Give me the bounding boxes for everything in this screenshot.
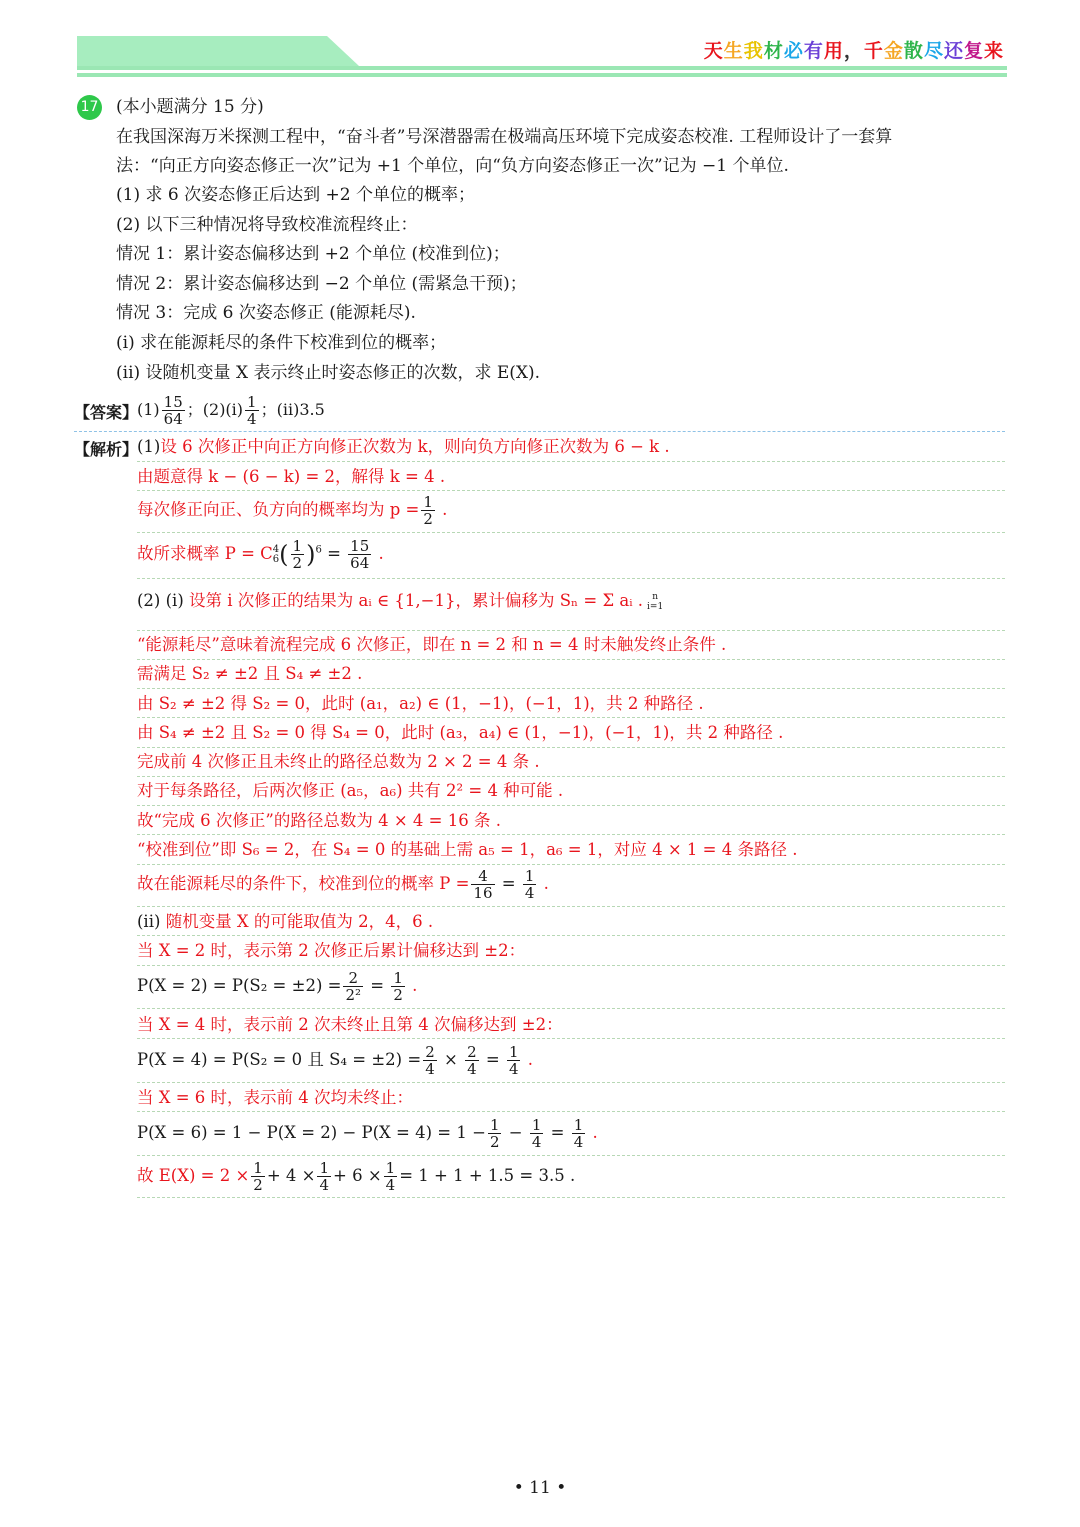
exponent: 6 bbox=[315, 544, 322, 556]
part-label: (ii) bbox=[137, 912, 161, 931]
question-line: 法：“向正方向姿态修正一次”记为 +1 个单位，向“负方向姿态修正一次”记为 −1 个单位. bbox=[116, 156, 789, 176]
solution-line: 由 S₂ ≠ ±2 得 S₂ = 0，此时 (a₁，a₂) ∈ (1，−1)，(−1，1)，共 2 种路径 . bbox=[137, 694, 704, 713]
question-line: (ii) 设随机变量 X 表示终止时姿态修正的次数，求 E(X). bbox=[116, 363, 541, 383]
solution-line: P(X = 4) = P(S₂ = 0 且 S₄ = ±2) = $\frac{2}{4}$ × $\frac{2}{4}$ = $\frac{1}{4}$ . bbox=[137, 1043, 533, 1078]
solution-text: 随机变量 X 的可能取值为 2，4，6 . bbox=[165, 912, 434, 931]
divider bbox=[137, 965, 1005, 966]
fraction bbox=[421, 494, 435, 527]
answer-separator: ；(ii)3.5 bbox=[260, 400, 325, 419]
fraction bbox=[291, 538, 305, 571]
motto-char: ， bbox=[843, 40, 864, 62]
divider bbox=[137, 688, 1005, 689]
header-rule-bottom bbox=[77, 73, 1007, 77]
divider bbox=[137, 864, 1005, 865]
answer-part1-fraction bbox=[162, 394, 185, 427]
divider bbox=[137, 1038, 1005, 1039]
fraction bbox=[465, 1044, 479, 1077]
solution-line bbox=[137, 1160, 575, 1193]
fraction bbox=[572, 1117, 586, 1150]
divider bbox=[137, 578, 1005, 579]
divider bbox=[137, 461, 1005, 462]
solution-line: 由 S₄ ≠ ±2 且 S₂ = 0 得 S₄ = 0，此时 (a₃，a₄) ∈ (1，−1)，(−1，1)，共 2 种路径 . bbox=[137, 723, 784, 742]
solution-text: 每次修正向正、负方向的概率均为 p = bbox=[137, 500, 420, 519]
denominator: 4 bbox=[524, 884, 535, 902]
header-rule-top bbox=[77, 66, 1007, 70]
numerator: 2 bbox=[467, 1043, 477, 1061]
denominator: 64 bbox=[350, 554, 370, 572]
fraction bbox=[423, 1044, 437, 1077]
header-motto bbox=[704, 36, 1004, 63]
fraction bbox=[530, 1117, 544, 1150]
numerator: 1 bbox=[489, 1116, 500, 1134]
solution-line bbox=[137, 590, 663, 612]
solution-text: P(X = 6) = 1 − P(X = 2) − P(X = 4) = 1 − bbox=[137, 1123, 486, 1142]
solution-label: 【解析】 bbox=[74, 440, 139, 459]
divider bbox=[137, 1082, 1005, 1083]
solution-line: P(X = 6) = 1 − P(X = 2) − P(X = 4) = 1 − $\frac{1}{2}$ − $\frac{1}{4}$ = $\frac{1}{4}$ . bbox=[137, 1116, 598, 1151]
header-rule bbox=[77, 66, 1007, 80]
motto-char: 生 bbox=[723, 40, 744, 62]
numerator: 1 bbox=[573, 1116, 584, 1134]
question-line: 情况 3：完成 6 次姿态修正 (能源耗尽). bbox=[116, 303, 416, 323]
answer-content bbox=[137, 394, 325, 427]
divider bbox=[137, 1155, 1005, 1156]
fraction bbox=[391, 970, 405, 1003]
denominator: 4 bbox=[385, 1176, 396, 1194]
solution-text: P(X = 2) = P(S₂ = ±2) = bbox=[137, 976, 342, 995]
sum-upper-limit: n bbox=[652, 591, 658, 602]
motto-char: 必 bbox=[783, 40, 804, 62]
solution-text: = 1 + 1 + 1.5 = 3.5 . bbox=[399, 1166, 576, 1185]
fraction bbox=[523, 868, 537, 901]
numerator: 2 bbox=[343, 970, 363, 987]
numerator: 1 bbox=[524, 867, 535, 885]
superscript: 4 bbox=[272, 543, 280, 555]
question-number-badge: 17 bbox=[77, 95, 102, 120]
denominator: 2 bbox=[253, 1176, 263, 1194]
solution-line: 故在能源耗尽的条件下，校准到位的概率 P = $\frac{4}{16}$ = $\frac{1}{4}$ . bbox=[137, 867, 549, 902]
numerator: 1 bbox=[292, 537, 303, 555]
denominator: 64 bbox=[163, 410, 183, 428]
divider bbox=[137, 1008, 1005, 1009]
motto-char: 用 bbox=[823, 40, 844, 62]
denominator: 4 bbox=[425, 1060, 435, 1078]
fraction bbox=[507, 1044, 521, 1077]
solution-line: 当 X = 2 时，表示第 2 次修正后累计偏移达到 ±2： bbox=[137, 941, 526, 960]
solution-text: P(X = 4) = P(S₂ = 0 且 S₄ = ±2) = bbox=[137, 1050, 422, 1069]
answer-part1-label: (1) bbox=[137, 400, 160, 419]
fraction bbox=[488, 1117, 502, 1150]
fraction bbox=[471, 868, 494, 901]
denominator: 2 bbox=[489, 1133, 500, 1151]
fraction bbox=[384, 1160, 398, 1193]
solution-text: 故 E(X) = 2 × bbox=[137, 1166, 250, 1185]
solution-line: 每次修正向正、负方向的概率均为 p = $\frac{1}{2}$ . bbox=[137, 493, 448, 528]
answer-part2-fraction bbox=[245, 394, 259, 427]
motto-char: 材 bbox=[763, 40, 784, 62]
numerator: 1 bbox=[531, 1116, 542, 1134]
divider bbox=[137, 776, 1005, 777]
solution-line: 由题意得 k − (6 − k) = 2，解得 k = 4 . bbox=[137, 467, 446, 486]
motto-char: 来 bbox=[983, 40, 1004, 62]
solution-line bbox=[137, 436, 670, 458]
motto-char: 散 bbox=[903, 40, 924, 62]
denominator: 2 bbox=[393, 986, 403, 1004]
answer-label: 【答案】 bbox=[74, 403, 139, 422]
question-line: 在我国深海万米探测工程中，“奋斗者”号深潜器需在极端高压环境下完成姿态校准. 工程师设计了一套算 bbox=[116, 127, 893, 147]
solution-line: 当 X = 6 时，表示前 4 次均未终止： bbox=[137, 1088, 414, 1107]
question-score-note: (本小题满分 15 分) bbox=[116, 97, 264, 117]
divider bbox=[137, 834, 1005, 835]
question-line: 情况 2：累计姿态偏移达到 −2 个单位 (需紧急干预)； bbox=[116, 274, 527, 294]
divider bbox=[137, 906, 1005, 907]
divider bbox=[137, 659, 1005, 660]
divider bbox=[137, 935, 1005, 936]
divider bbox=[137, 717, 1005, 718]
fraction bbox=[348, 538, 371, 571]
numerator: 1 bbox=[508, 1043, 519, 1061]
question-line: (i) 求在能源耗尽的条件下校准到位的概率； bbox=[116, 333, 447, 353]
question-line: 情况 1：累计姿态偏移达到 +2 个单位 (校准到位)； bbox=[116, 244, 510, 264]
page-number: • 11 • bbox=[513, 1478, 567, 1498]
motto-char: 金 bbox=[883, 40, 904, 62]
fraction bbox=[317, 1160, 331, 1193]
denominator: 2 bbox=[292, 554, 303, 572]
solution-line: 对于每条路径，后两次修正 (a₅，a₆) 共有 2² = 4 种可能 . bbox=[137, 781, 564, 800]
denominator: 4 bbox=[319, 1176, 330, 1194]
part-label: (1) bbox=[137, 437, 161, 456]
motto-char: 还 bbox=[943, 40, 964, 62]
solution-line: “能源耗尽”意味着流程完成 6 次修正，即在 n = 2 和 n = 4 时未触发终止条件 . bbox=[137, 635, 727, 654]
denominator: 4 bbox=[247, 410, 257, 428]
divider bbox=[137, 630, 1005, 631]
divider bbox=[137, 1197, 1005, 1198]
divider bbox=[137, 490, 1005, 491]
divider bbox=[137, 805, 1005, 806]
numerator: 1 bbox=[319, 1159, 330, 1177]
divider bbox=[137, 747, 1005, 748]
solution-text: 设第 i 次修正的结果为 aᵢ ∈ {1,−1}，累计偏移为 Sₙ = Σ aᵢ . bbox=[189, 591, 644, 610]
fraction bbox=[251, 1160, 265, 1193]
solution-text: + 4 × bbox=[266, 1166, 316, 1185]
part-label: (2) (i) bbox=[137, 591, 184, 610]
question-line: (2) 以下三种情况将导致校准流程终止： bbox=[116, 215, 418, 235]
fraction bbox=[343, 970, 363, 1003]
numerator: 1 bbox=[423, 493, 433, 511]
numerator: 1 bbox=[253, 1159, 263, 1177]
motto-char: 千 bbox=[863, 40, 884, 62]
numerator: 1 bbox=[385, 1159, 396, 1177]
solution-text: 故所求概率 P = C bbox=[137, 544, 273, 563]
motto-char: 天 bbox=[703, 40, 724, 62]
solution-line: 故“完成 6 次修正”的路径总数为 4 × 4 = 16 条 . bbox=[137, 811, 501, 830]
denominator: 2² bbox=[345, 986, 362, 1004]
motto-char: 尽 bbox=[923, 40, 944, 62]
divider bbox=[137, 1111, 1005, 1112]
numerator: 2 bbox=[425, 1043, 435, 1061]
solution-line: 故所求概率 P = C 4 6 ( $\frac{1}{2}$ )$^6$ = $\frac{15}{64}$ . bbox=[137, 537, 384, 572]
motto-char: 复 bbox=[963, 40, 984, 62]
numerator: 4 bbox=[471, 868, 494, 885]
solution-line: 完成前 4 次修正且未终止的路径总数为 2 × 2 = 4 条 . bbox=[137, 752, 540, 771]
numerator: 1 bbox=[247, 393, 257, 411]
answer-separator: ；(2)(i) bbox=[186, 400, 244, 419]
numerator: 15 bbox=[350, 537, 370, 555]
motto-char: 我 bbox=[743, 40, 764, 62]
numerator: 1 bbox=[393, 969, 403, 987]
solution-text: + 6 × bbox=[333, 1166, 382, 1185]
denominator: 16 bbox=[473, 884, 493, 902]
denominator: 4 bbox=[467, 1060, 477, 1078]
sum-lower-limit: i=1 bbox=[647, 601, 664, 612]
denominator: 4 bbox=[573, 1133, 584, 1151]
denominator: 4 bbox=[508, 1060, 519, 1078]
motto-char: 有 bbox=[803, 40, 824, 62]
solution-line: “校准到位”即 S₆ = 2，在 S₄ = 0 的基础上需 a₅ = 1，a₆ = 1，对应 4 × 1 = 4 条路径 . bbox=[137, 840, 798, 859]
solution-text: 故在能源耗尽的条件下，校准到位的概率 P = bbox=[137, 874, 470, 893]
solution-line: 当 X = 4 时，表示前 2 次未终止且第 4 次偏移达到 ±2： bbox=[137, 1015, 563, 1034]
denominator: 2 bbox=[423, 510, 433, 528]
denominator: 4 bbox=[531, 1133, 542, 1151]
solution-line bbox=[137, 911, 433, 933]
subscript: 6 bbox=[272, 553, 280, 565]
divider bbox=[137, 532, 1005, 533]
divider bbox=[74, 431, 1005, 432]
question-line: (1) 求 6 次姿态修正后达到 +2 个单位的概率； bbox=[116, 185, 475, 205]
solution-text: 设 6 次修正中向正方向修正次数为 k，则向负方向修正次数为 6 − k . bbox=[160, 437, 670, 456]
solution-line: 需满足 S₂ ≠ ±2 且 S₄ ≠ ±2 . bbox=[137, 664, 363, 683]
numerator: 15 bbox=[163, 393, 183, 411]
solution-line: P(X = 2) = P(S₂ = ±2) = $\frac{2}{\text{2²}}$ = $\frac{1}{2}$ . bbox=[137, 969, 418, 1004]
